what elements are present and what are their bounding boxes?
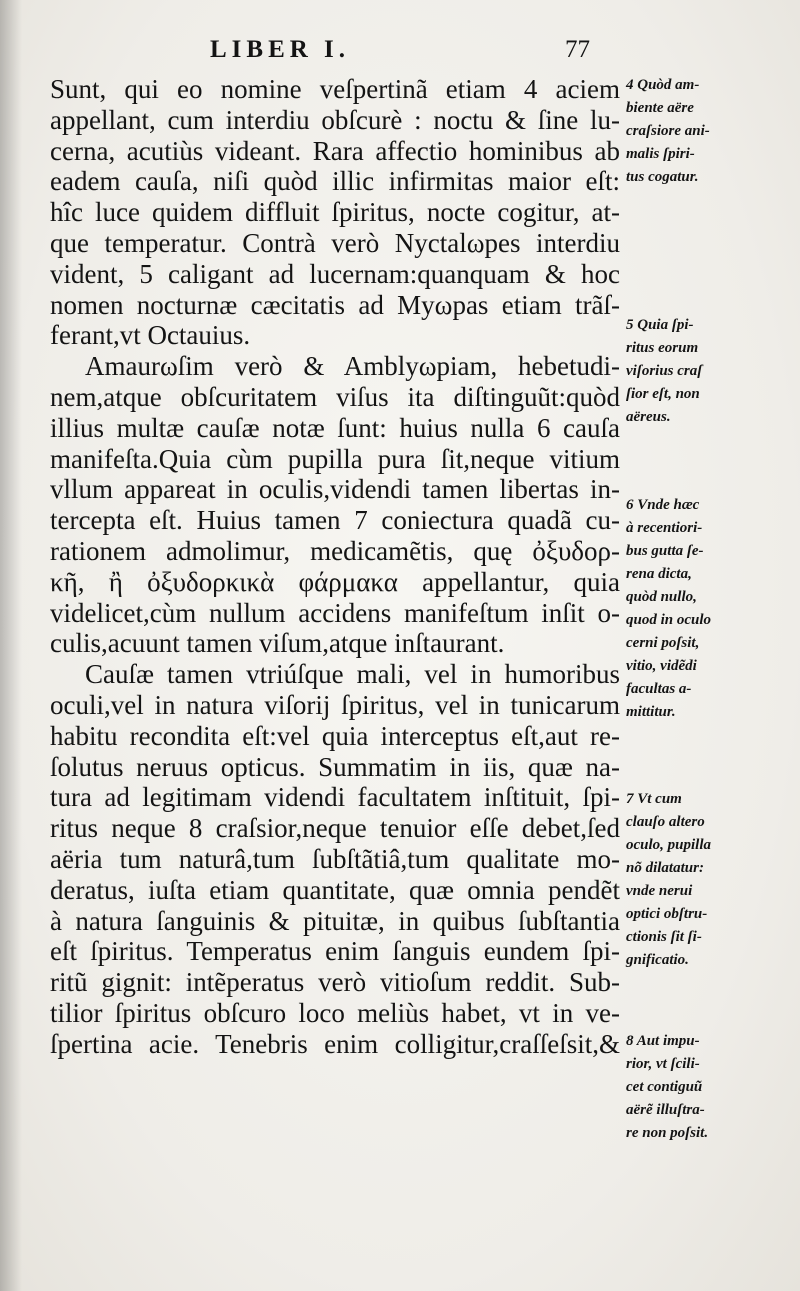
text-line: culis,acuunt tamen viſum,atque inſtaurant. — [50, 628, 505, 659]
text-line: Amaurωſim verò & Amblyωpiam, hebetudi- — [85, 351, 620, 382]
text-line: nem,atque obſcuritatem viſus ita diſtinguũt:quòd — [50, 381, 620, 412]
margin-note-line: malis ſpiri- — [626, 146, 695, 162]
margin-note-line: nõ dilatatur: — [626, 860, 704, 876]
margin-note-line: rior, vt ſcili- — [626, 1056, 700, 1072]
text-line: ſpertina acie. Tenebris enim colligitur,craſſeſsit,& — [50, 1028, 620, 1059]
margin-note-line: gnificatio. — [626, 952, 689, 968]
running-title: LIBER I. — [210, 36, 351, 63]
text-line: que temperatur. Contrà verò Nyctalωpes interdiu — [50, 227, 620, 258]
text-line: illius multæ cauſæ notæ ſunt: huius nulla 6 cauſa — [50, 412, 620, 443]
margin-note-line: vnde nerui — [626, 883, 693, 899]
text-line: vllum appareat in oculis,videndi tamen libertas in- — [50, 474, 620, 505]
text-line: ritũ gignit: intẽperatus verò vitioſum reddit. Sub- — [50, 967, 620, 998]
text-line: ritus neque 8 craſsior,neque tenuior eſſe debet,ſed — [50, 813, 620, 844]
text-line: à natura ſanguinis & pituitæ, in quibus ſubſtantia — [50, 905, 620, 936]
margin-note-8 — [626, 1030, 708, 1145]
margin-note-line: à recentiori- — [626, 520, 703, 536]
margin-note-line: aëreus. — [626, 409, 671, 425]
margin-note-line: biente aëre — [626, 100, 694, 116]
margin-note-line: 4 Quòd am- — [626, 77, 700, 93]
margin-note-line: quod in oculo — [626, 612, 712, 628]
margin-note-line: vitio, vidẽdi — [626, 658, 697, 674]
margin-note-line: ſior eſt, non — [626, 386, 700, 402]
text-line: tura ad legitimam videndi facultatem inſtituit, ſpi- — [50, 782, 620, 813]
margin-note-line: ritus eorum — [626, 340, 699, 356]
page-header — [210, 36, 610, 70]
margin-note-line: bus gutta ſe- — [626, 543, 704, 559]
text-line: deratus, iuſta etiam quantitate, quæ omnia pendẽt — [50, 874, 620, 905]
text-line: cerna, acutiùs videant. Rara affectio hominibus ab — [50, 135, 620, 166]
text-line: tilior ſpiritus obſcuro loco meliùs habet, vt in ve- — [50, 997, 620, 1028]
margin-note-line: mittitur. — [626, 704, 676, 720]
margin-note-line: aërẽ illuſtra- — [626, 1102, 705, 1118]
text-line: ſolutus neruus opticus. Summatim in iis, quæ na- — [50, 751, 620, 782]
text-line: habitu recondita eſt:vel quia interceptus eſt,aut re- — [50, 720, 620, 751]
text-line: aëria tum naturâ,tum ſubſtãtiâ,tum qualitate mo- — [50, 843, 620, 874]
margin-note-line: 8 Aut impu- — [626, 1033, 700, 1049]
text-line: Cauſæ tamen vtriúſque mali, vel in humoribus — [85, 659, 620, 690]
text-line: Sunt, qui eo nomine veſpertinã etiam 4 aciem — [50, 74, 620, 104]
margin-note-line: facultas a- — [626, 681, 692, 697]
margin-note-line: cerni poſsit, — [626, 635, 700, 651]
text-line: videlicet,cùm nullum accidens manifeſtum inſit o- — [50, 597, 620, 628]
margin-note-line: viſorius craſ — [626, 363, 703, 379]
text-line: appellant, cum interdiu obſcurè : noctu & ſine lu- — [50, 104, 620, 135]
margin-note-line: re non poſsit. — [626, 1125, 709, 1141]
text-line: manifeſta.Quia cùm pupilla pura ſit,neque vitium — [50, 443, 620, 474]
margin-note-6 — [626, 494, 711, 724]
text-line: eadem cauſa, niſi quòd illic infirmitas maior eſt: — [50, 166, 620, 197]
text-line: rationem admolimur, medicamẽtis, quę ὀξυδορ- — [50, 535, 620, 566]
margin-note-line: 5 Quia ſpi- — [626, 317, 694, 333]
text-line: nomen nocturnæ cæcitatis ad Myωpas etiam trãſ- — [50, 289, 620, 320]
text-line: oculi,vel in natura viſorij ſpiritus, vel in tunicarum — [50, 689, 620, 720]
margin-note-line: 7 Vt cum — [626, 791, 682, 807]
margin-note-line: clauſo altero — [626, 814, 705, 830]
margin-note-4 — [626, 74, 710, 189]
margin-note-line: quòd nullo, — [626, 589, 697, 605]
page-number: 77 — [565, 36, 590, 63]
margin-note-5 — [626, 314, 702, 429]
margin-note-line: craſsiore ani- — [626, 123, 710, 139]
margin-note-line: 6 Vnde hæc — [626, 497, 700, 513]
margin-note-line: ctionis ſit ſi- — [626, 929, 702, 945]
page-gutter-shadow — [0, 0, 22, 1291]
margin-note-line: rena dicta, — [626, 566, 692, 582]
text-line: eſt ſpiritus. Temperatus enim ſanguis eundem ſpi- — [50, 936, 620, 967]
text-line-greek: κῆ, ἢ ὀξυδορκικὰ φάρμακα appellantur, quia — [50, 566, 620, 597]
text-line: tercepta eſt. Huius tamen 7 coniectura quadã cu- — [50, 505, 620, 536]
margin-note-line: optici obſtru- — [626, 906, 708, 922]
margin-note-line: cet contiguũ — [626, 1079, 703, 1095]
margin-note-line: tus cogatur. — [626, 169, 699, 185]
text-line: hîc luce quidem diffluit ſpiritus, nocte cogitur, at- — [50, 197, 620, 228]
text-line: ferant,vt Octauius. — [50, 320, 251, 351]
main-text-block — [50, 74, 620, 1060]
text-line: vident, 5 caligant ad lucernam:quanquam & hoc — [50, 258, 620, 289]
margin-note-7 — [626, 788, 711, 972]
margin-note-line: oculo, pupilla — [626, 837, 712, 853]
